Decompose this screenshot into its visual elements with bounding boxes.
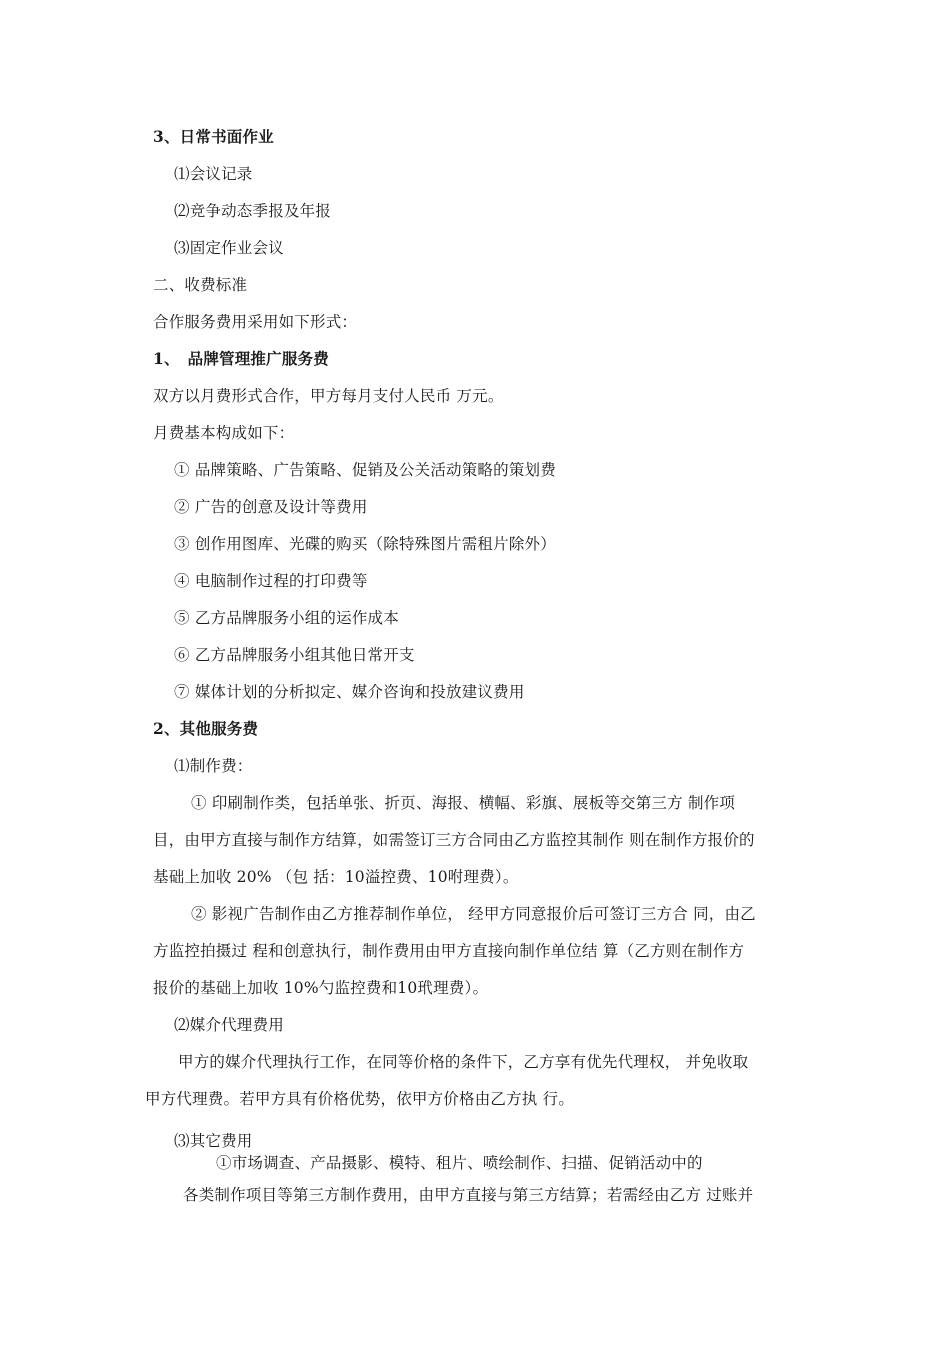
section-3-heading: 3、日常书面作业 <box>153 127 274 146</box>
media-fee-line-1: 甲方的媒介代理执行工作，在同等价格的条件下，乙方享有优先代理权， 并免收取 <box>178 1053 749 1071</box>
section-3-item-2: ⑵竞争动态季报及年报 <box>174 202 332 220</box>
fee-2-heading: 2、其他服务费 <box>153 719 259 738</box>
media-fee-line-2: 甲方代理费。若甲方具有价格优势，依甲方价格由乙方执 行。 <box>145 1090 575 1108</box>
fee-1-item-1: ① 品牌策略、广告策略、促销及公关活动策略的策划费 <box>174 461 556 479</box>
production-video-line-2: 方监控拍摄过 程和创意执行，制作费用由甲方直接向制作单位结 算（乙方则在制作方 <box>153 942 745 960</box>
production-fee-heading: ⑴制作费： <box>174 757 253 775</box>
production-video-line-1: ② 影视广告制作由乙方推荐制作单位， 经甲方同意报价后可签订三方合 同，由乙 <box>191 905 756 923</box>
fees-heading: 二、收费标准 <box>153 276 248 294</box>
production-print-line-2: 目，由甲方直接与制作方结算，如需签订三方合同由乙方监控其制作 则在制作方报价的 <box>153 831 755 849</box>
fee-1-paragraph-1: 双方以月费形式合作，甲方每月支付人民币 万元。 <box>153 387 504 405</box>
production-print-line-1: ① 印刷制作类，包括单张、折页、海报、横幅、彩旗、展板等交第三方 制作项 <box>191 794 736 812</box>
other-fee-heading: ⑶其它费用 <box>174 1132 253 1150</box>
section-3-item-1: ⑴会议记录 <box>174 165 253 183</box>
other-fee-line-1: ①市场调查、产品摄影、模特、租片、喷绘制作、扫描、促销活动中的 <box>216 1154 703 1172</box>
fee-1-item-6: ⑥ 乙方品牌服务小组其他日常开支 <box>174 646 415 664</box>
production-print-line-3: 基础上加收 20% （包 括：10溢控费、10咐理费）。 <box>153 868 519 886</box>
media-fee-heading: ⑵媒介代理费用 <box>174 1016 284 1034</box>
fee-1-paragraph-2: 月费基本构成如下： <box>153 424 295 442</box>
section-3-item-3: ⑶固定作业会议 <box>174 239 284 257</box>
fee-1-item-2: ② 广告的创意及设计等费用 <box>174 498 368 516</box>
fee-1-item-4: ④ 电脑制作过程的打印费等 <box>174 572 368 590</box>
fee-1-heading: 1、 品牌管理推广服务费 <box>153 349 329 368</box>
other-fee-line-2: 各类制作项目等第三方制作费用，由甲方直接与第三方结算；若需经由乙方 过账并 <box>183 1186 754 1204</box>
fee-1-item-7: ⑦ 媒体计划的分析拟定、媒介咨询和投放建议费用 <box>174 683 525 701</box>
fee-1-item-5: ⑤ 乙方品牌服务小组的运作成本 <box>174 609 399 627</box>
fee-1-item-3: ③ 创作用图库、光碟的购买（除特殊图片需租片除外） <box>174 535 556 553</box>
fees-intro: 合作服务费用采用如下形式： <box>153 313 358 331</box>
production-video-line-3: 报价的基础上加收 10%勺监控费和10玳理费）。 <box>153 979 489 997</box>
